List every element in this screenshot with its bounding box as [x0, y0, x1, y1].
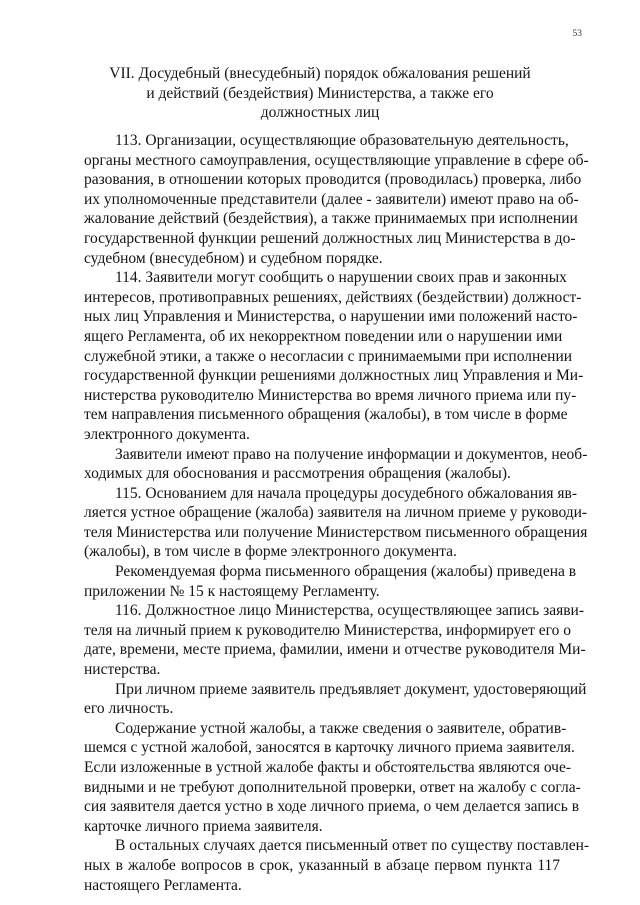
paragraph-line: разования, в отношении которых проводится (проводилась) проверка, либо	[84, 171, 582, 189]
paragraph-line: его личность.	[84, 700, 174, 718]
paragraph-line: видными и не требуют дополнительной проверки, ответ на жалобу с согла-	[84, 778, 581, 796]
paragraph-line: дате, времени, месте приема, фамилии, имени и отчестве руководителя Ми-	[84, 641, 586, 659]
paragraph-line: Заявители имеют право на получение информации и документов, необ-	[115, 445, 588, 463]
paragraph-line: государственной функции решений должностных лиц Министерства в до-	[84, 229, 576, 247]
paragraph-line: тем направления письменного обращения (жалобы), в том числе в форме	[84, 406, 568, 424]
paragraph	[84, 680, 587, 719]
paragraph-line: судебном (внесудебном) и судебном порядке.	[84, 249, 383, 267]
paragraph-line: 115. Основанием для начала процедуры досудебного обжалования яв-	[115, 484, 578, 502]
paragraph-line: Содержание устной жалобы, а также сведения о заявителе, обратив-	[115, 719, 567, 737]
paragraph-line: теля Министерства или получение Министерством письменного обращения	[84, 523, 588, 541]
paragraph-line: карточке личного приема заявителя.	[84, 817, 323, 835]
paragraph-line: приложении № 15 к настоящему Регламенту.	[84, 582, 380, 600]
document-body	[84, 131, 590, 895]
paragraph-line: сия заявителя дается устно в ходе личного приема, о чем делается запись в	[84, 798, 580, 816]
paragraph-line: 116. Должностное лицо Министерства, осуществляющее запись заяви-	[115, 602, 585, 620]
paragraph-line: шемся с устной жалобой, заносятся в карточку личного приема заявителя.	[84, 739, 575, 757]
paragraph-line: теля на личный прием к руководителю Министерства, информирует его о	[84, 621, 571, 639]
paragraph-line: их уполномоченные представители (далее - заявители) имеют право на об-	[84, 190, 579, 208]
paragraph	[84, 268, 584, 444]
paragraph-line: 113. Организации, осуществляющие образовательную деятельность,	[115, 132, 569, 149]
heading-line: и действий (бездействия) Министерства, а также его	[146, 84, 494, 102]
paragraph-line: Рекомендуемая форма письменного обращения (жалобы) приведена в	[115, 563, 577, 581]
paragraph	[84, 601, 586, 679]
paragraph-line: Если изложенные в устной жалобе факты и обстоятельства являются оче-	[84, 759, 572, 776]
paragraph-line: электронного документа.	[84, 425, 250, 443]
paragraph-line: настоящего Регламента.	[84, 876, 242, 894]
paragraph-line: государственной функции решениями должностных лиц Управления и Ми-	[84, 367, 584, 385]
paragraph-line: интересов, противоправных решениях, действиях (бездействии) должност-	[84, 288, 582, 306]
paragraph-line: ных в жалобе вопросов в срок, указанный в абзаце первом пункта 117	[84, 856, 560, 874]
paragraph-line: При личном приеме заявитель предъявляет документ, удостоверяющий	[115, 680, 587, 698]
paragraph	[84, 445, 588, 484]
paragraph-line: (жалобы), в том числе в форме электронного документа.	[84, 543, 457, 561]
paragraph-line: 114. Заявители могут сообщить о нарушении своих прав и законных	[115, 269, 567, 287]
heading-line: должностных лиц	[260, 104, 380, 121]
paragraph	[84, 131, 589, 268]
paragraph-line: ных лиц Управления и Министерства, о нарушении ими положений насто-	[84, 308, 578, 326]
paragraph-line: жалование действий (бездействия), а также принимаемых при исполнении	[84, 210, 578, 228]
paragraph-line: ящего Регламента, об их некорректном поведении или о нарушении ими	[84, 327, 563, 345]
page-number: 53	[572, 29, 582, 39]
paragraph-line: В остальных случаях дается письменный ответ по существу поставлен-	[115, 837, 590, 855]
paragraph-line: служебной этики, а также о несогласии с принимаемыми при исполнении	[84, 347, 573, 365]
paragraph-line: нистерства.	[84, 661, 161, 679]
paragraph	[84, 836, 590, 895]
paragraph-line: органы местного самоуправления, осуществляющие управление в сфере об-	[84, 151, 589, 169]
section-heading	[80, 64, 560, 123]
paragraph-line: нистерства руководителю Министерства во время личного приема или пу-	[84, 386, 577, 404]
heading-line: VII. Досудебный (внесудебный) порядок обжалования решений	[109, 65, 531, 82]
paragraph-line: ходимых для обоснования и рассмотрения обращения (жалобы).	[84, 465, 511, 483]
paragraph	[84, 484, 588, 562]
paragraph-line: ляется устное обращение (жалоба) заявителя на личном приеме у руководи-	[84, 504, 588, 522]
paragraph	[84, 562, 577, 601]
paragraph	[84, 719, 581, 837]
